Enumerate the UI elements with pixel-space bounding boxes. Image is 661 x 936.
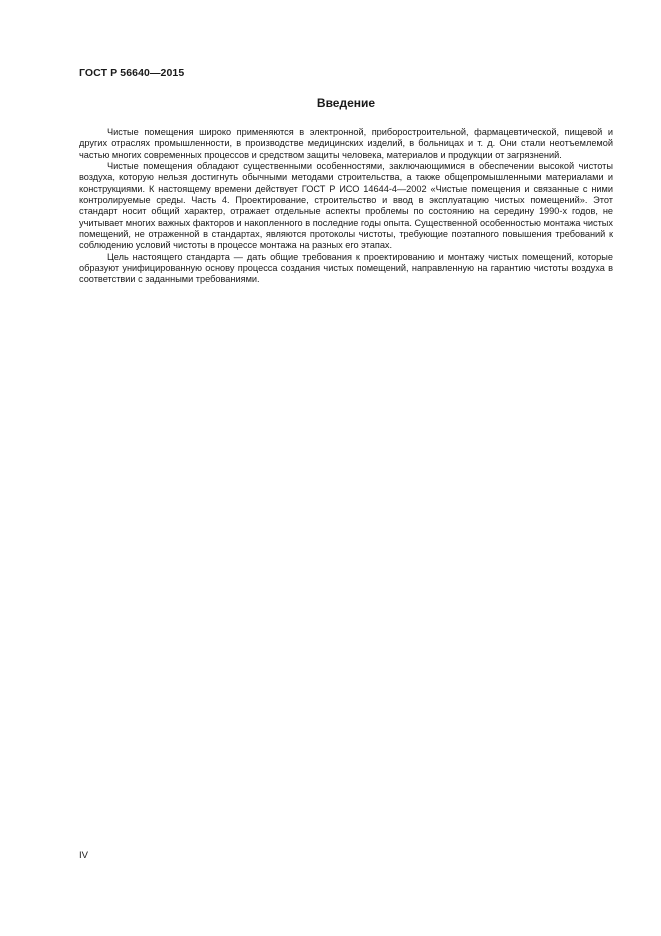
document-header: ГОСТ Р 56640—2015 <box>79 67 185 79</box>
paragraph-2: Чистые помещения обладают существенными особенностями, заключающимися в обеспечении высокой чистоты воздуха, которую нельзя достигнуть обычными методами строительства, а также общепромышленными материалами и конструкциями. К настоящему времени действует ГОСТ Р ИСО 14644-4—2002 «Чистые помещения и связанные с ними контролируемые среды. Часть 4. Проектирование, строительство и ввод в эксплуатацию чистых помещений». Этот стандарт носит общий характер, отражает отдельные аспекты проблемы по состоянию на середину 1990-х годов, не учитывает многих важных факторов и накопленного в последние годы опыта. Существенной особенностью монтажа чистых помещений, не отраженной в стандартах, являются протоколы чистоты, требующие поэтапного повышения требований к соблюдению условий чистоты в процессе монтажа на разных его этапах. <box>79 161 613 251</box>
paragraph-3: Цель настоящего стандарта — дать общие требования к проектированию и монтажу чистых помещений, которые образуют унифицированную основу процесса создания чистых помещений, направленную на гарантию чистоты воздуха в соответствии с заданными требованиями. <box>79 251 613 285</box>
paragraph-1: Чистые помещения широко применяются в электронной, приборостроительной, фармацевтической, пищевой и других отраслях промышленности, в производстве медицинских изделий, в больницах и т. д. Они стали неотъемлемой частью многих современных процессов и средством защиты человека, материалов и продукции от загрязнений. <box>79 127 613 160</box>
page-number: IV <box>79 850 88 861</box>
document-body <box>79 127 613 286</box>
section-title: Введение <box>316 96 376 110</box>
